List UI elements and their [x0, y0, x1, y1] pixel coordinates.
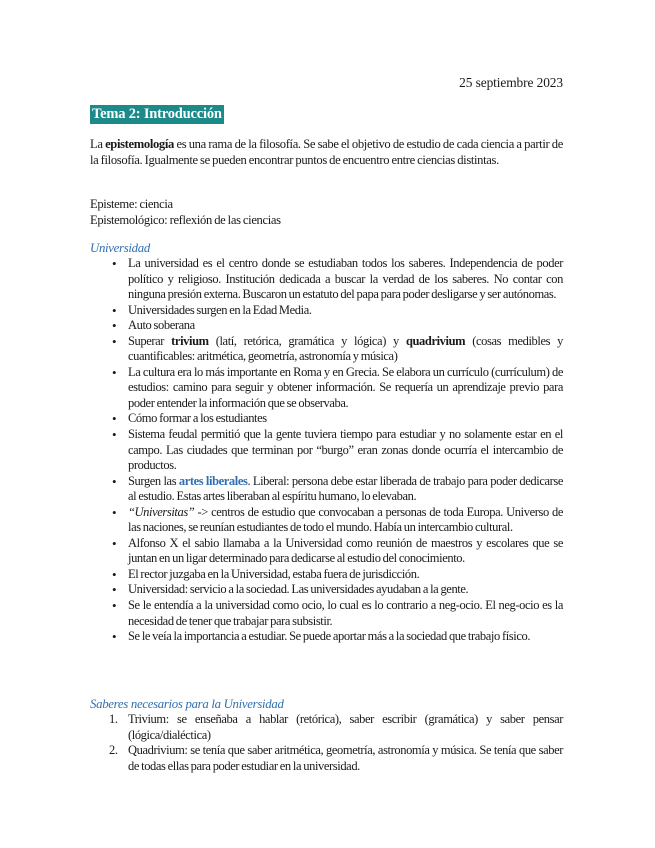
list-item: 1. Trivium: se enseñaba a hablar (retórica), saber escribir (gramática) y saber pensar (lógica/dialéctica): [109, 712, 563, 742]
intro-text-start: La: [90, 137, 106, 151]
list-item: • Alfonso X el sabio llamaba a la Universidad como reunión de maestros y escolares que se juntan en un ligar determinado para dedicarse al estudio del conocimiento.: [112, 535, 563, 566]
bullet-icon: •: [112, 318, 117, 334]
keyword-trivium: trivium: [171, 333, 209, 348]
list-item: • “Universitas” -> centros de estudio que convocaban a personas de toda Europa. Universo de las naciones, se reunían estudiantes de todo el mundo. Había un intercambio cultural.: [112, 504, 563, 535]
intro-paragraph: [90, 137, 563, 169]
list-item: • Surgen las artes liberales. Liberal: persona debe estar liberada de trabajo para poder dedicarse al estudio. Estas artes liberaban al espíritu humano, lo elevaban.: [112, 473, 563, 504]
bullet-icon: •: [112, 473, 117, 489]
list-item: • Se le entendía a la universidad como ocio, lo cual es lo contrario a neg-ocio. El neg-ocio es la necesidad de tener que trabajar para subsistir.: [112, 598, 563, 628]
bullet-icon: •: [112, 427, 117, 443]
bullet-icon: •: [112, 411, 117, 427]
list-item: • Superar trivium (latí, retórica, gramática y lógica) y quadrivium (cosas medibles y cuantificables: aritmética, geometría, astronomía y música): [112, 333, 563, 364]
section-heading-universidad: Universidad: [90, 241, 150, 255]
section-heading-saberes: Saberes necesarios para la Universidad: [90, 697, 284, 711]
list-item: • Universidades surgen en la Edad Media.: [112, 302, 312, 318]
list-item: • Auto soberana: [112, 318, 195, 334]
list-item: • Se le veía la importancia a estudiar. Se puede aportar más a la sociedad que trabajo físico.: [112, 629, 531, 645]
list-item: 2. Quadrivium: se tenía que saber aritmética, geometría, astronomía y música. Se tenía que saber de todas ellas para poder estudiar en la universidad.: [109, 743, 563, 773]
bullet-icon: •: [112, 598, 117, 614]
bullet-icon: •: [112, 504, 117, 520]
bullet-icon: •: [112, 566, 117, 582]
bullet-icon: •: [112, 256, 117, 271]
bullet-icon: •: [112, 302, 117, 318]
list-number: 2.: [109, 743, 118, 758]
list-number: 1.: [109, 712, 118, 726]
list-item: • La universidad es el centro donde se estudiaban todos los saberes. Independencia de poder político y religioso. Institución dedicada a buscar la verdad de los saberes. No contar con ninguna presión externa. Buscaron un estatuto del papa para poder desligarse y ser autónomas.: [112, 256, 563, 302]
document-date: 25 septiembre 2023: [459, 75, 563, 90]
list-item: • El rector juzgaba en la Universidad, estaba fuera de jurisdicción.: [112, 566, 420, 582]
bullet-icon: •: [112, 364, 117, 380]
list-item: • La cultura era lo más importante en Roma y en Grecia. Se elabora un currículo (currículum) de estudios: camino para seguir y obtener información. Se requería un aprendizaje previo para poder entender la información que se observaba.: [112, 364, 563, 410]
list-item: • Sistema feudal permitió que la gente tuviera tiempo para estudiar y no solamente estar en el campo. Las ciudades que terminan por “burgo” eran zonas donde ocurría el intercambio de productos.: [112, 427, 563, 473]
universidad-bullet-list: [90, 256, 563, 645]
bullet-icon: •: [112, 535, 117, 551]
saberes-numbered-list: [90, 712, 563, 774]
artes-liberales-link[interactable]: artes liberales: [178, 473, 248, 488]
bullet-icon: •: [112, 582, 117, 598]
list-item: • Cómo formar a los estudiantes: [112, 411, 267, 427]
page-title: Tema 2: Introducción: [92, 106, 222, 122]
list-item: • Universidad: servicio a la sociedad. Las universidades ayudaban a la gente.: [112, 582, 469, 598]
bullet-icon: •: [112, 333, 117, 349]
universitas-term: “Universitas”: [128, 504, 195, 519]
intro-keyword: epistemología: [105, 137, 174, 151]
intro-text-end: es una rama de la filosofía. Se sabe el objetivo de estudio de cada ciencia a partir de la filosofía. Igualmente se pueden encontrar puntos de encuentro entre ciencias distintas.: [90, 137, 563, 167]
definitions-block: [90, 197, 563, 229]
keyword-quadrivium: quadrivium: [405, 333, 466, 348]
bullet-icon: •: [112, 629, 117, 645]
definition-line: Epistemológico: reflexión de las ciencias: [90, 212, 281, 227]
definition-line: Episteme: ciencia: [90, 197, 173, 211]
